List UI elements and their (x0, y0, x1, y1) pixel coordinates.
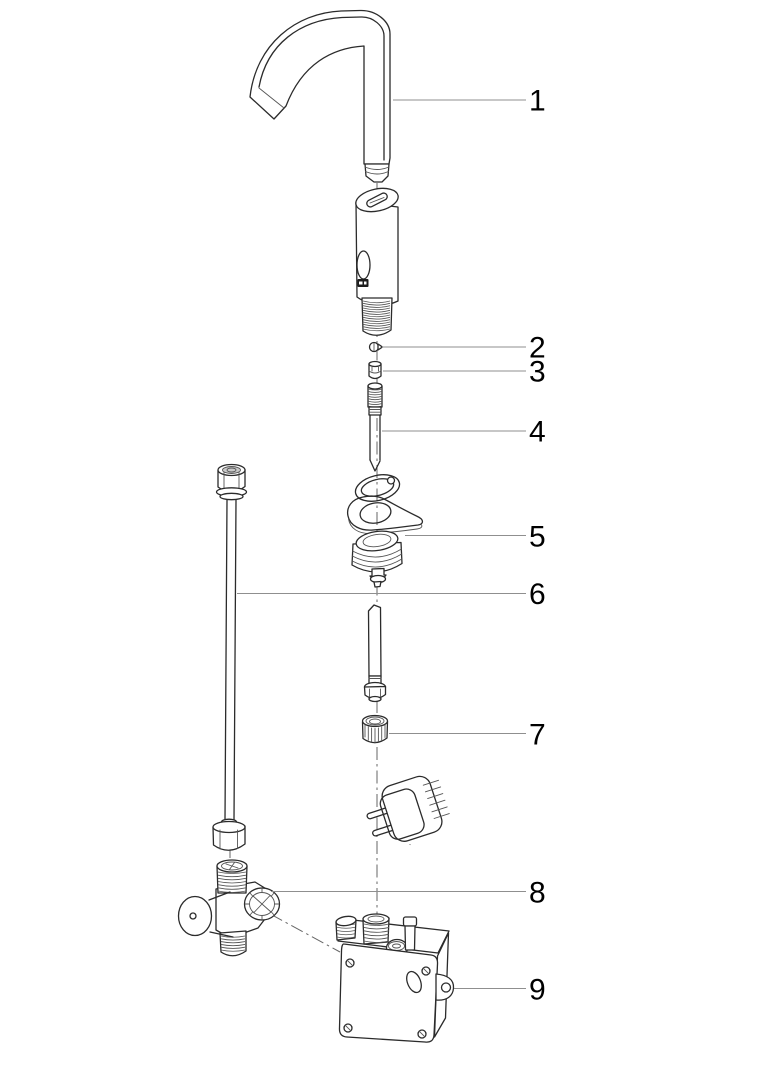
part-3-flow-insert (369, 362, 381, 379)
part-4-riser-tube (368, 383, 382, 471)
body-label-mark2 (364, 282, 367, 285)
callout-5 (405, 521, 546, 554)
hose-tube (225, 500, 236, 820)
callout-3 (383, 356, 546, 389)
callout-7-num: 7 (529, 718, 546, 752)
callout-8 (271, 877, 546, 910)
mounting-bracket (348, 496, 423, 530)
part-8-shutoff-valve (179, 860, 280, 956)
box-front-face (339, 944, 437, 1042)
box-inlet-center (363, 914, 389, 944)
callout-4-num: 4 (529, 415, 546, 449)
callout-6-num: 6 (529, 578, 546, 611)
faucet-body (354, 185, 401, 335)
part-9-control-box (335, 914, 453, 1042)
callout-2 (382, 332, 546, 365)
callout-2-num: 2 (529, 331, 546, 365)
box-inlet-left (335, 915, 356, 940)
callout-4 (382, 416, 546, 449)
callout-7 (389, 719, 546, 752)
callout-9 (454, 974, 546, 1007)
box-mounting-tab (436, 974, 454, 1000)
body-threaded-shank (362, 298, 392, 335)
callout-1-num: 1 (529, 84, 546, 118)
centerlines (230, 183, 377, 952)
outlet-pipe (365, 605, 386, 702)
callout-3-num: 3 (529, 355, 546, 389)
gasket-ring (353, 470, 403, 505)
callout-5-num: 5 (529, 520, 546, 554)
callout-1 (393, 85, 546, 118)
callout-8-num: 8 (529, 876, 546, 910)
body-label-mark (359, 282, 363, 285)
valve-handle-face (179, 897, 212, 936)
valve-wheel (245, 888, 280, 920)
mounting-base (352, 529, 402, 587)
callout-9-num: 9 (529, 973, 546, 1007)
part-2-screw (370, 343, 383, 352)
part-5-mounting-set (348, 470, 423, 587)
power-supply (360, 771, 453, 921)
box-cable-connector (404, 917, 417, 950)
part-6-supply-hose (213, 465, 247, 851)
callout-6 (237, 578, 546, 611)
part-1-spout (250, 10, 390, 182)
part-7-union-nut (363, 716, 388, 744)
